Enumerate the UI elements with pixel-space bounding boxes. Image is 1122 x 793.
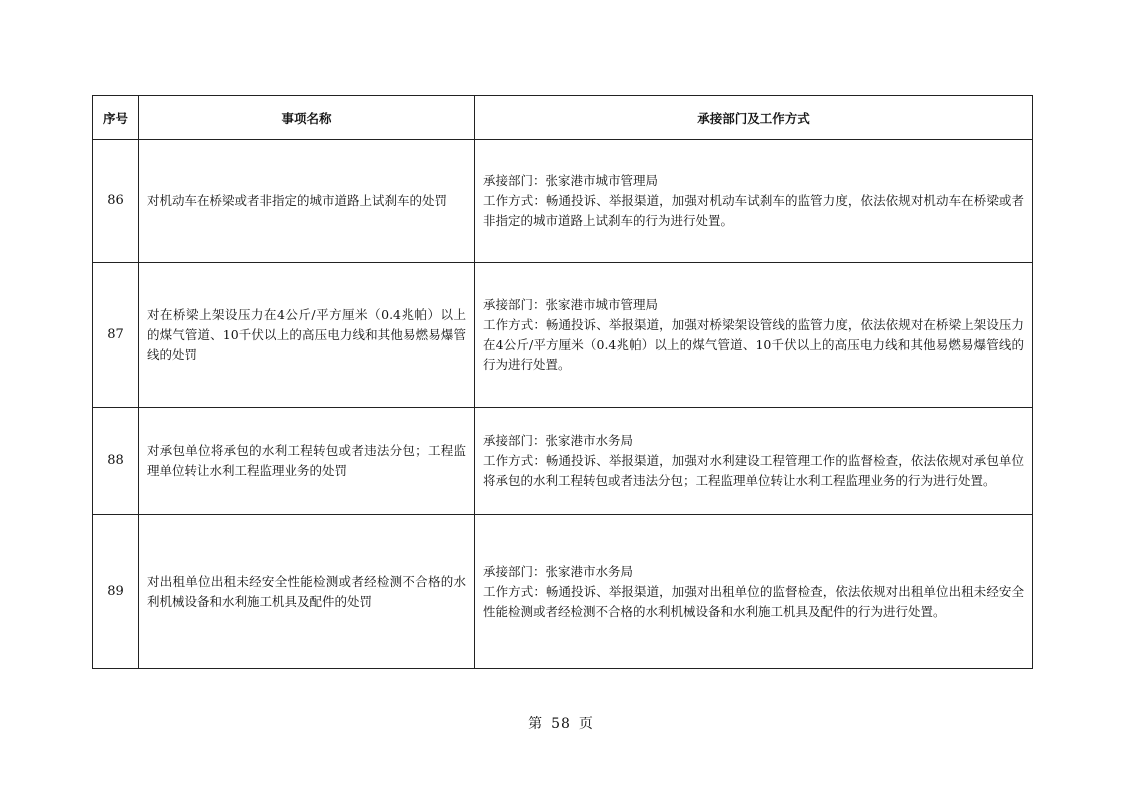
work-method: 工作方式：畅通投诉、举报渠道，加强对机动车试刹车的监管力度，依法依规对机动车在桥梁或者非指定的城市道路上试刹车的行为进行处置。 (483, 193, 1024, 228)
row-number: 89 (93, 515, 139, 669)
page-prefix: 第 (528, 716, 544, 732)
table-header-row (93, 96, 1033, 140)
page-suffix: 页 (578, 716, 594, 732)
undertaking-dept: 承接部门：张家港市水务局 (483, 433, 634, 448)
dept-method-cell (475, 408, 1033, 515)
table-row (93, 140, 1033, 263)
row-number: 87 (93, 263, 139, 408)
header-item-name: 事项名称 (139, 96, 475, 140)
table-row (93, 263, 1033, 408)
header-dept-method: 承接部门及工作方式 (475, 96, 1033, 140)
work-method: 工作方式：畅通投诉、举报渠道，加强对出租单位的监督检查，依法依规对出租单位出租未经安全性能检测或者经检测不合格的水利机械设备和水利施工机具及配件的行为进行处置。 (483, 583, 1024, 619)
page-footer (0, 713, 1122, 733)
undertaking-dept: 承接部门：张家港市城市管理局 (483, 173, 659, 188)
item-name: 对出租单位出租未经安全性能检测或者经检测不合格的水利机械设备和水利施工机具及配件的处罚 (139, 515, 475, 669)
page-number: 58 (551, 716, 571, 732)
table-row (93, 408, 1033, 515)
item-name: 对承包单位将承包的水利工程转包或者违法分包；工程监理单位转让水利工程监理业务的处罚 (139, 408, 475, 515)
dept-method-cell (475, 140, 1033, 263)
table-row (93, 515, 1033, 669)
work-method: 工作方式：畅通投诉、举报渠道，加强对桥梁架设管线的监管力度，依法依规对在桥梁上架设压力在4公斤/平方厘米（0.4兆帕）以上的煤气管道、10千伏以上的高压电力线和其他易燃易爆管线的行为进行处置。 (483, 317, 1024, 372)
row-number: 86 (93, 140, 139, 263)
work-method: 工作方式：畅通投诉、举报渠道，加强对水利建设工程管理工作的监督检查，依法依规对承包单位将承包的水利工程转包或者违法分包；工程监理单位转让水利工程监理业务的行为进行处置。 (483, 453, 1024, 488)
item-name: 对机动车在桥梁或者非指定的城市道路上试刹车的处罚 (139, 140, 475, 263)
item-name: 对在桥梁上架设压力在4公斤/平方厘米（0.4兆帕）以上的煤气管道、10千伏以上的高压电力线和其他易燃易爆管线的处罚 (139, 263, 475, 408)
dept-method-cell (475, 263, 1033, 408)
row-number: 88 (93, 408, 139, 515)
items-table (92, 95, 1033, 669)
undertaking-dept: 承接部门：张家港市水务局 (483, 563, 634, 579)
header-seq: 序号 (93, 96, 139, 140)
dept-method-cell (475, 515, 1033, 669)
undertaking-dept: 承接部门：张家港市城市管理局 (483, 297, 659, 312)
